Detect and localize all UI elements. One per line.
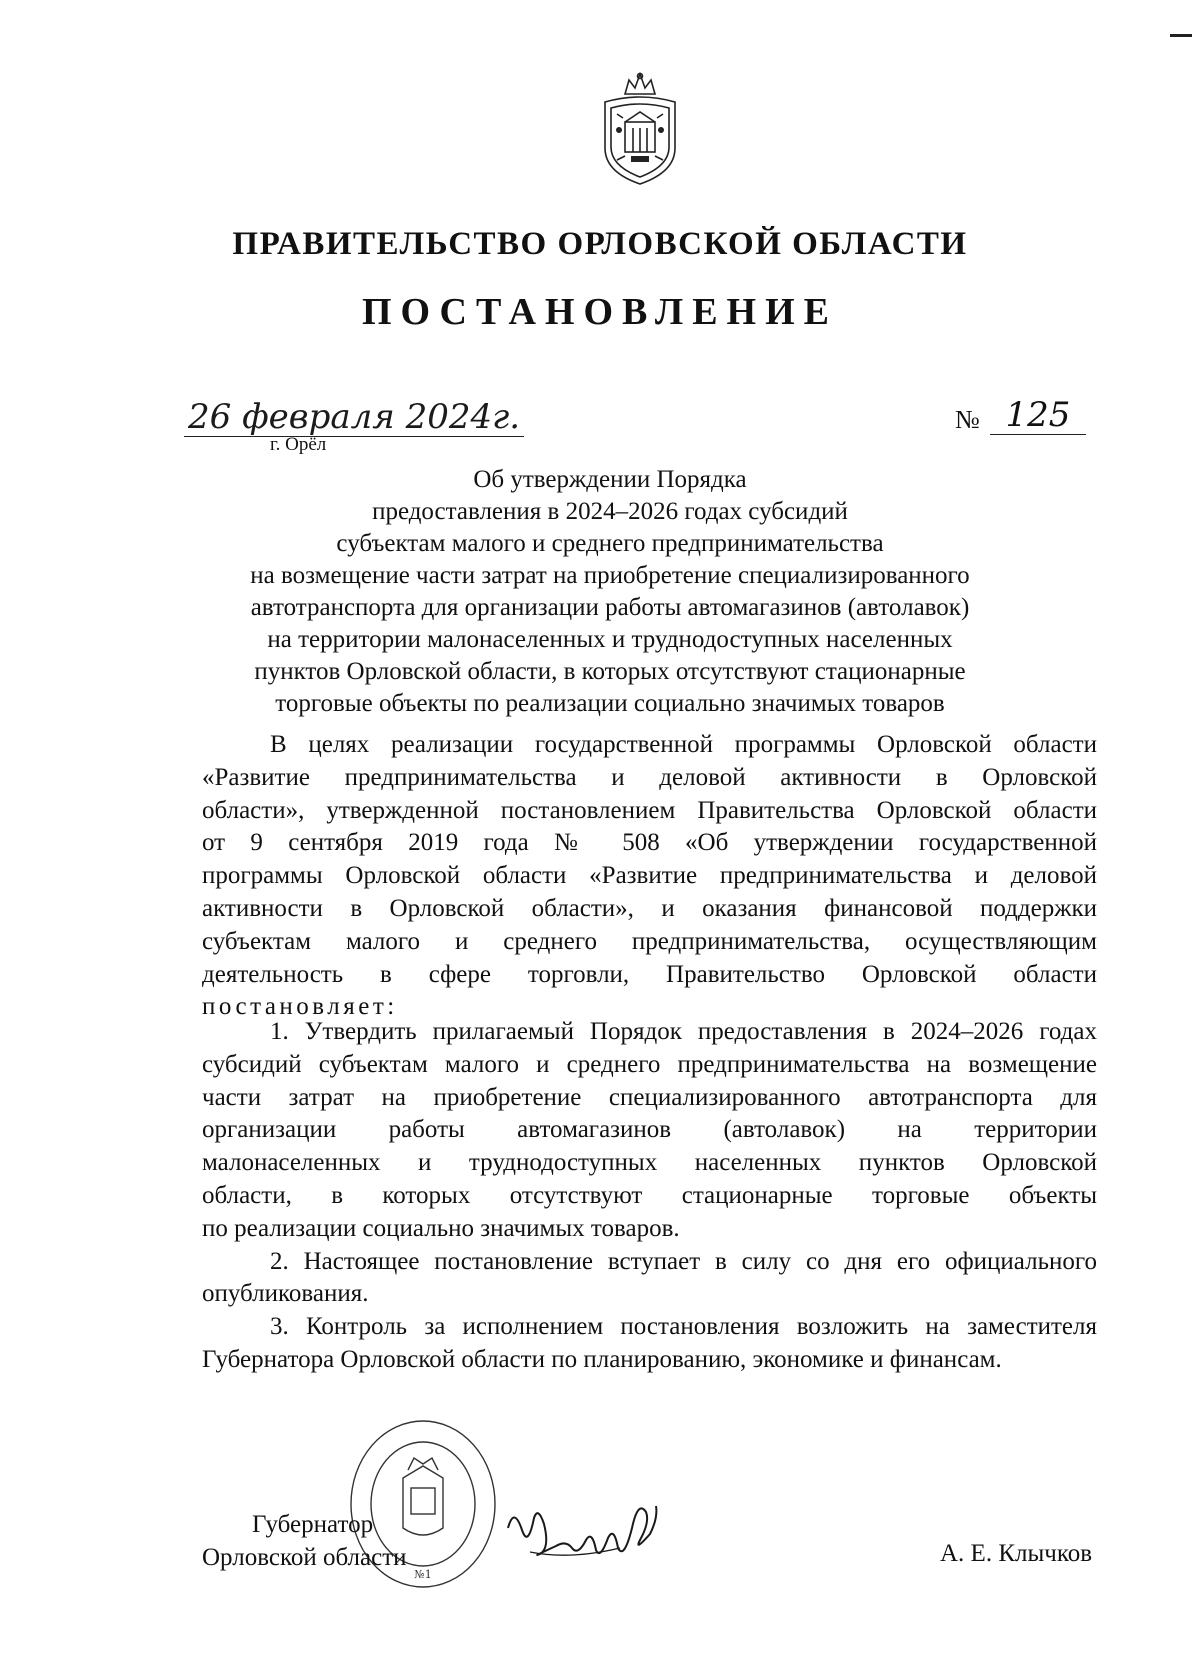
- subject-line: на территории малонаселенных и труднодоступных населенных: [267, 626, 953, 653]
- subject-line: предоставления в 2024–2026 годах субсидий: [372, 498, 848, 525]
- signatory-role: [202, 1508, 407, 1574]
- paragraph-line: области», утвержденной постановлением Правительства Орловской области: [202, 796, 1097, 824]
- paragraph-line: части затрат на приобретение специализированного автотранспорта для: [202, 1083, 1097, 1111]
- paragraph-line: 3. Контроль за исполнением постановления возложить на заместителя: [270, 1313, 1097, 1341]
- paragraph-line: опубликования.: [202, 1280, 369, 1308]
- preamble-paragraph: [202, 729, 1097, 1024]
- signatory-role-line: Орловской области: [202, 1544, 407, 1571]
- paragraph-line: области, в которых отсутствуют стационарные торговые объекты: [202, 1181, 1097, 1209]
- subject-line: субъектам малого и среднего предпринимательства: [336, 530, 884, 557]
- signatory-role-line: Губернатор: [252, 1511, 374, 1538]
- paragraph-line: по реализации социально значимых товаров.: [202, 1214, 680, 1242]
- subject-line: Об утверждении Порядка: [473, 466, 747, 493]
- signatory-name: А. Е. Клычков: [940, 1540, 1093, 1567]
- paragraph-line: В целях реализации государственной программы Орловской области: [270, 731, 1097, 758]
- paragraph-line: 2. Настоящее постановление вступает в силу со дня его официального: [270, 1247, 1097, 1275]
- paragraph-line: Губернатора Орловской области по планированию, экономике и финансам.: [202, 1345, 1002, 1373]
- paragraph-line: субъектам малого и среднего предпринимательства, осуществляющим: [202, 927, 1097, 955]
- document-subject: [230, 464, 990, 720]
- document-type: ПОСТАНОВЛЕНИЕ: [361, 291, 839, 333]
- subject-line: пунктов Орловской области, в которых отсутствуют стационарные: [254, 658, 966, 685]
- document-number: 125: [990, 396, 1086, 435]
- handwritten-signature: [500, 1488, 670, 1588]
- paragraph-line: активности в Орловской области», и оказания финансовой поддержки: [202, 894, 1097, 922]
- paragraph-line: субсидий субъектам малого и среднего предпринимательства на возмещение: [202, 1050, 1097, 1078]
- paragraph-line: организации работы автомагазинов (автолавок) на территории: [202, 1116, 1097, 1144]
- paragraph-line: малонаселенных и труднодоступных населенных пунктов Орловской: [202, 1149, 1097, 1177]
- document-city: г. Орёл: [270, 434, 327, 455]
- paragraph-line: от 9 сентября 2019 года № 508 «Об утверждении государственной: [202, 829, 1097, 857]
- paragraph-line: 1. Утвердить прилагаемый Порядок предоставления в 2024–2026 годах: [270, 1018, 1097, 1045]
- document-date: 26 февраля 2024г.: [184, 398, 524, 437]
- organization-title: ПРАВИТЕЛЬСТВО ОРЛОВСКОЙ ОБЛАСТИ: [232, 226, 968, 262]
- number-label: №: [955, 405, 980, 434]
- subject-line: на возмещение части затрат на приобретение специализированного: [250, 562, 970, 589]
- paragraph-line: программы Орловской области «Развитие предпринимательства и деловой: [202, 862, 1097, 890]
- item-1-paragraph: [202, 1016, 1097, 1377]
- coat-of-arms-icon: [595, 70, 685, 190]
- paragraph-line: деятельность в сфере торговли, Правительство Орловской области: [202, 960, 1097, 988]
- subject-line: торговые объекты по реализации социально значимых товаров: [275, 690, 945, 717]
- subject-line: автотранспорта для организации работы автомагазинов (автолавок): [250, 594, 970, 621]
- scan-mark: [1170, 34, 1192, 37]
- seal-number: №1: [414, 1568, 432, 1581]
- resolves-word: постановляет:: [202, 993, 398, 1021]
- paragraph-line: «Развитие предпринимательства и деловой активности в Орловской: [202, 763, 1097, 791]
